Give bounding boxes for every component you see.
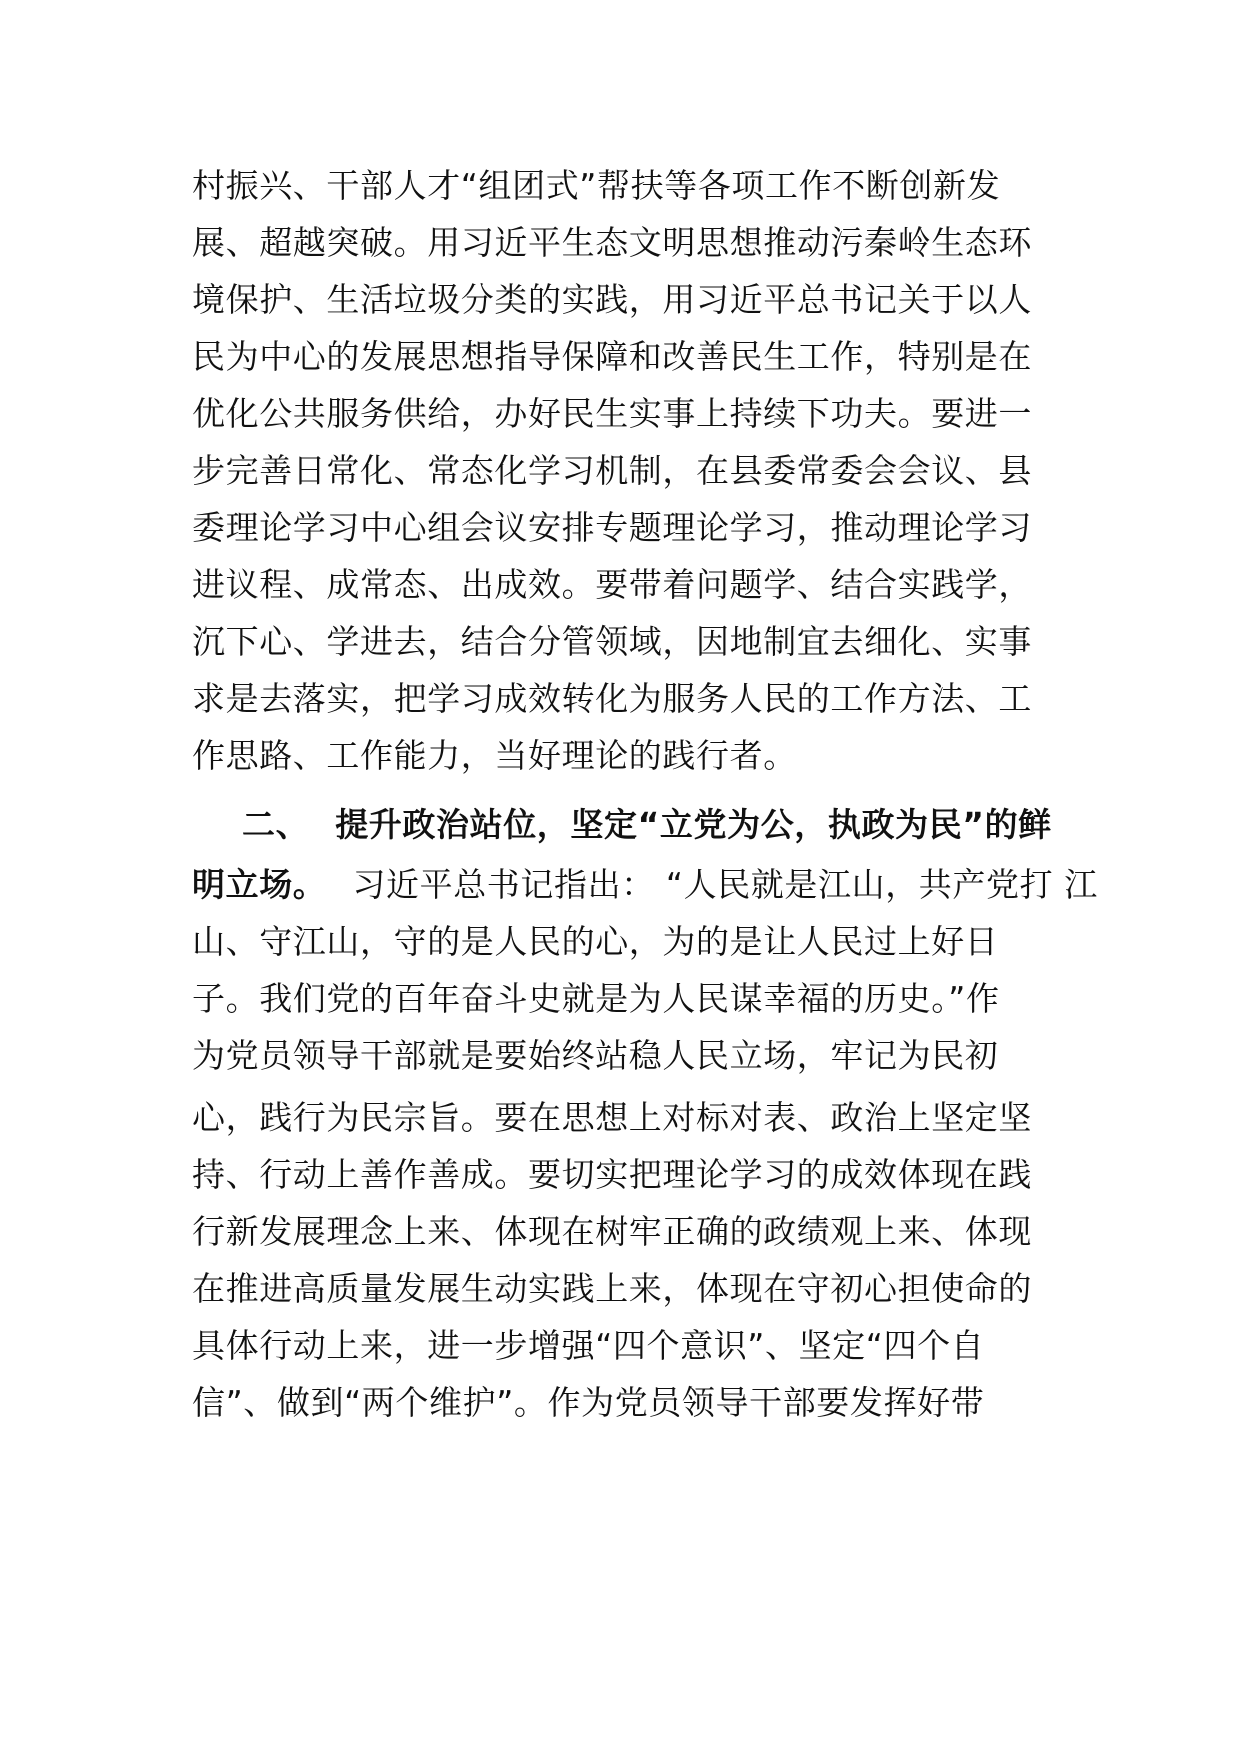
body-text: 习近平总书记指出： “人民就是江山，共产党打 江 [352, 865, 1098, 904]
body-line: 子。我们党的百年奋斗史就是为人民谋幸福的历史。”作 [192, 979, 1000, 1018]
body-line: 境保护、生活垃圾分类的实践，用习近平总书记关于以人 [192, 280, 1032, 319]
section-heading-line [242, 805, 1052, 845]
section-number: 二、 [242, 805, 310, 844]
body-line: 求是去落实，把学习成效转化为服务人民的工作方法、工 [192, 679, 1032, 718]
body-line: 行新发展理念上来、体现在树牢正确的政绩观上来、体现 [192, 1212, 1032, 1251]
body-line: 沉下心、学进去，结合分管领域，因地制宜去细化、实事 [192, 622, 1032, 661]
body-line: 村振兴、干部人才“组团式”帮扶等各项工作不断创新发 [192, 166, 1001, 205]
body-line: 心，践行为民宗旨。要在思想上对标对表、政治上坚定坚 [192, 1098, 1032, 1137]
body-line: 进议程、成常态、出成效。要带着问题学、结合实践学， [192, 565, 1032, 604]
section-title-end: 明立场。 [192, 865, 327, 904]
body-line: 优化公共服务供给，办好民生实事上持续下功夫。要进一 [192, 394, 1032, 433]
body-line: 具体行动上来，进一步增强“四个意识”、坚定“四个自 [192, 1326, 985, 1365]
body-line: 展、超越突破。用习近平生态文明思想推动污秦岭生态环 [192, 223, 1032, 262]
body-line: 持、行动上善作善成。要切实把理论学习的成效体现在践 [192, 1155, 1032, 1194]
body-line: 山、守江山，守的是人民的心，为的是让人民过上好日 [192, 922, 999, 961]
body-line: 委理论学习中心组会议安排专题理论学习，推动理论学习 [192, 508, 1032, 547]
body-line: 步完善日常化、常态化学习机制，在县委常委会会议、县 [192, 451, 1032, 490]
body-line: 作思路、工作能力，当好理论的践行者。 [192, 736, 797, 775]
body-line: 在推进高质量发展生动实践上来，体现在守初心担使命的 [192, 1269, 1032, 1308]
section-title: 提升政治站位，坚定“立党为公，执政为民”的鲜 [335, 805, 1052, 844]
section-heading-line-2 [192, 865, 1098, 905]
body-line: 为党员领导干部就是要始终站稳人民立场，牢记为民初 [192, 1036, 999, 1075]
body-line: 民为中心的发展思想指导保障和改善民生工作，特别是在 [192, 337, 1032, 376]
body-line: 信”、做到“两个维护”。作为党员领导干部要发挥好带 [192, 1383, 985, 1422]
